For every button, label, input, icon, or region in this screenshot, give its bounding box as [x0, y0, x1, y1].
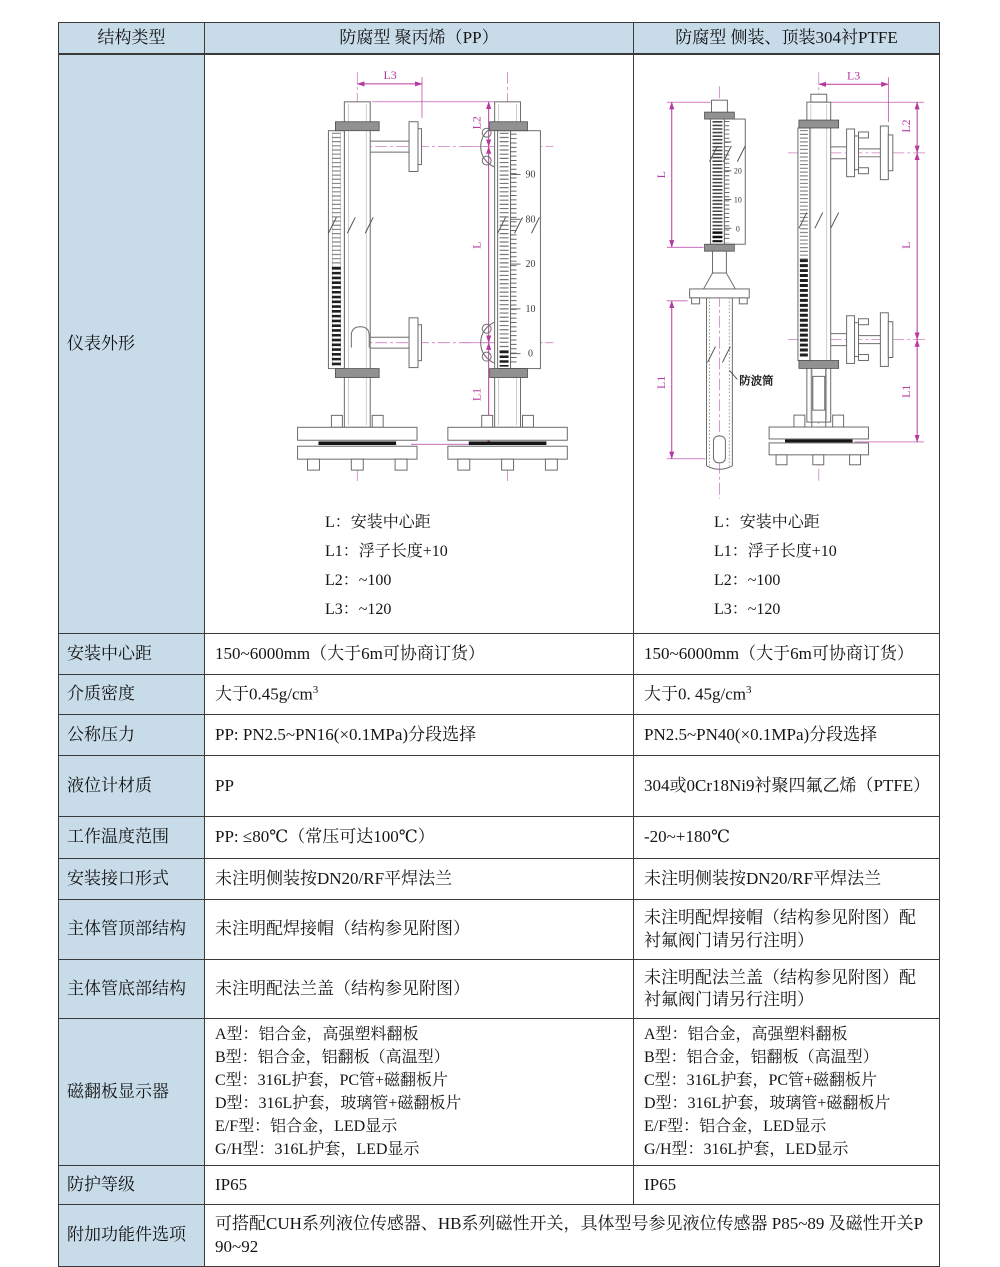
drawing-pp-type [205, 55, 632, 505]
dim-label-l: L [653, 171, 668, 179]
cell-protection-pp: IP65 [205, 1166, 634, 1205]
display-type-line: C型：316L护套，PC管+磁翻板片 [644, 1072, 878, 1089]
display-type-line: B型：铝合金，铝翻板（高温型） [644, 1049, 879, 1066]
row-connection [59, 859, 940, 900]
cell-top-structure-ptfe: 未注明配焊接帽（结构参见附图）配衬氟阀门请另行注明） [634, 900, 940, 960]
cell-pressure-ptfe: PN2.5~PN40(×0.1MPa)分段选择 [634, 715, 940, 756]
dim-label-l3: L3 [846, 68, 861, 83]
density-value: 大于0.45g/cm [215, 684, 313, 704]
ptfe-top-mounted-view [654, 86, 774, 498]
header-structure-type: 结构类型 [59, 23, 205, 55]
header-ptfe-type: 防腐型 侧装、顶装304衬PTFE [634, 23, 940, 55]
cell-pressure-pp: PP: PN2.5~PN16(×0.1MPa)分段选择 [205, 715, 634, 756]
row-label-protection: 防护等级 [59, 1166, 205, 1205]
display-type-line: C型：316L护套，PC管+磁翻板片 [215, 1072, 449, 1089]
cell-connection-ptfe: 未注明侧装按DN20/RF平焊法兰 [634, 859, 940, 900]
row-center-distance [59, 634, 940, 675]
dimension-legend [634, 508, 939, 624]
cell-top-structure-pp: 未注明配焊接帽（结构参见附图） [205, 900, 634, 960]
row-label-top-structure: 主体管顶部结构 [59, 900, 205, 960]
dimension-legend [205, 508, 633, 624]
legend-line: L：安装中心距 [714, 514, 820, 531]
row-label-temperature: 工作温度范围 [59, 817, 205, 859]
dim-label-l: L [899, 241, 914, 249]
legend-line: L2：~100 [714, 572, 781, 589]
density-superscript: 3 [312, 684, 319, 697]
display-type-line: E/F型：铝合金，LED显示 [215, 1118, 398, 1135]
row-bottom-structure [59, 960, 940, 1019]
row-density [59, 675, 940, 715]
dimension-lines [654, 102, 711, 459]
ptfe-side-mounted-view [769, 68, 925, 483]
drawing-ptfe-type [634, 55, 938, 505]
row-appearance [59, 54, 940, 634]
pp-side-view [448, 72, 567, 482]
row-label-density: 介质密度 [59, 675, 205, 715]
display-type-line: A型：铝合金，高强塑料翻板 [215, 1026, 419, 1043]
dim-label-l2: L2 [899, 119, 914, 133]
scale-value: 10 [733, 195, 742, 205]
pp-front-view [298, 68, 500, 482]
row-display [59, 1019, 940, 1166]
display-type-line: A型：铝合金，高强塑料翻板 [644, 1026, 848, 1043]
scale-ruler [724, 119, 745, 244]
scale-value: 20 [525, 259, 536, 271]
cell-material-ptfe: 304或0Cr18Ni9衬聚四氟乙烯（PTFE） [634, 756, 940, 817]
table-header-row [59, 23, 940, 55]
scale-value: 90 [525, 169, 536, 181]
row-top-structure [59, 900, 940, 960]
cell-bottom-structure-ptfe: 未注明配法兰盖（结构参见附图）配衬氟阀门请另行注明） [634, 960, 940, 1019]
legend-line: L3：~120 [325, 601, 392, 618]
header-pp-type: 防腐型 聚丙烯（PP） [205, 23, 634, 55]
cell-display-pp [205, 1019, 634, 1166]
row-pressure [59, 715, 940, 756]
legend-line: L：安装中心距 [325, 514, 431, 531]
cell-protection-ptfe: IP65 [634, 1166, 940, 1205]
row-temperature [59, 817, 940, 859]
scale-ruler [511, 131, 541, 369]
display-type-line: D型：316L护套，玻璃管+磁翻板片 [215, 1095, 462, 1112]
scale-value: 10 [525, 303, 536, 315]
cell-density-pp [205, 675, 634, 715]
row-label-connection: 安装接口形式 [59, 859, 205, 900]
cell-accessories: 可搭配CUH系列液位传感器、HB系列磁性开关，具体型号参见液位传感器 P85~89 及磁性开关P90~92 [205, 1205, 940, 1267]
row-label-pressure: 公称压力 [59, 715, 205, 756]
cell-bottom-structure-pp: 未注明配法兰盖（结构参见附图） [205, 960, 634, 1019]
display-type-line: G/H型：316L护套，LED显示 [644, 1141, 849, 1158]
dim-label-l2: L2 [469, 116, 484, 130]
row-label-appearance: 仪表外形 [59, 54, 205, 634]
cell-display-ptfe [634, 1019, 940, 1166]
display-type-line: D型：316L护套，玻璃管+磁翻板片 [644, 1095, 891, 1112]
row-label-center-distance: 安装中心距 [59, 634, 205, 675]
row-label-display: 磁翻板显示器 [59, 1019, 205, 1166]
cell-temperature-ptfe: -20~+180℃ [634, 817, 940, 859]
density-value: 大于0. 45g/cm [644, 684, 746, 704]
cell-drawing-ptfe [634, 54, 940, 634]
cell-density-ptfe [634, 675, 940, 715]
dim-label-l1: L1 [653, 375, 668, 389]
dim-label-l: L [469, 241, 484, 249]
row-protection [59, 1166, 940, 1205]
legend-line: L2：~100 [325, 572, 392, 589]
scale-value: 0 [735, 224, 740, 234]
scale-value: 80 [525, 214, 536, 226]
dim-label-l1: L1 [469, 387, 484, 402]
scale-value: 0 [527, 348, 533, 360]
dim-label-l1: L1 [899, 384, 914, 398]
scale-value: 20 [733, 166, 742, 176]
cell-center-distance-pp: 150~6000mm（大于6m可协商订货） [205, 634, 634, 675]
legend-line: L1：浮子长度+10 [325, 543, 448, 560]
legend-line: L3：~120 [714, 601, 781, 618]
damper-tube [707, 298, 775, 469]
display-type-line: B型：铝合金，铝翻板（高温型） [215, 1049, 450, 1066]
display-type-line: G/H型：316L护套，LED显示 [215, 1141, 420, 1158]
row-label-accessories: 附加功能件选项 [59, 1205, 205, 1267]
display-type-line: E/F型：铝合金，LED显示 [644, 1118, 827, 1135]
cell-material-pp: PP [205, 756, 634, 817]
row-material [59, 756, 940, 817]
legend-line: L1：浮子长度+10 [714, 543, 837, 560]
row-label-material: 液位计材质 [59, 756, 205, 817]
row-label-bottom-structure: 主体管底部结构 [59, 960, 205, 1019]
cell-connection-pp: 未注明侧装按DN20/RF平焊法兰 [205, 859, 634, 900]
cell-center-distance-ptfe: 150~6000mm（大于6m可协商订货） [634, 634, 940, 675]
density-superscript: 3 [746, 684, 752, 697]
damper-tube-label: 防波筒 [739, 375, 774, 388]
spec-table [58, 22, 940, 1267]
cell-temperature-pp: PP: ≤80℃（常压可达100℃） [205, 817, 634, 859]
row-accessories [59, 1205, 940, 1267]
cell-drawing-pp [205, 54, 634, 634]
dim-label-l3: L3 [383, 67, 397, 82]
